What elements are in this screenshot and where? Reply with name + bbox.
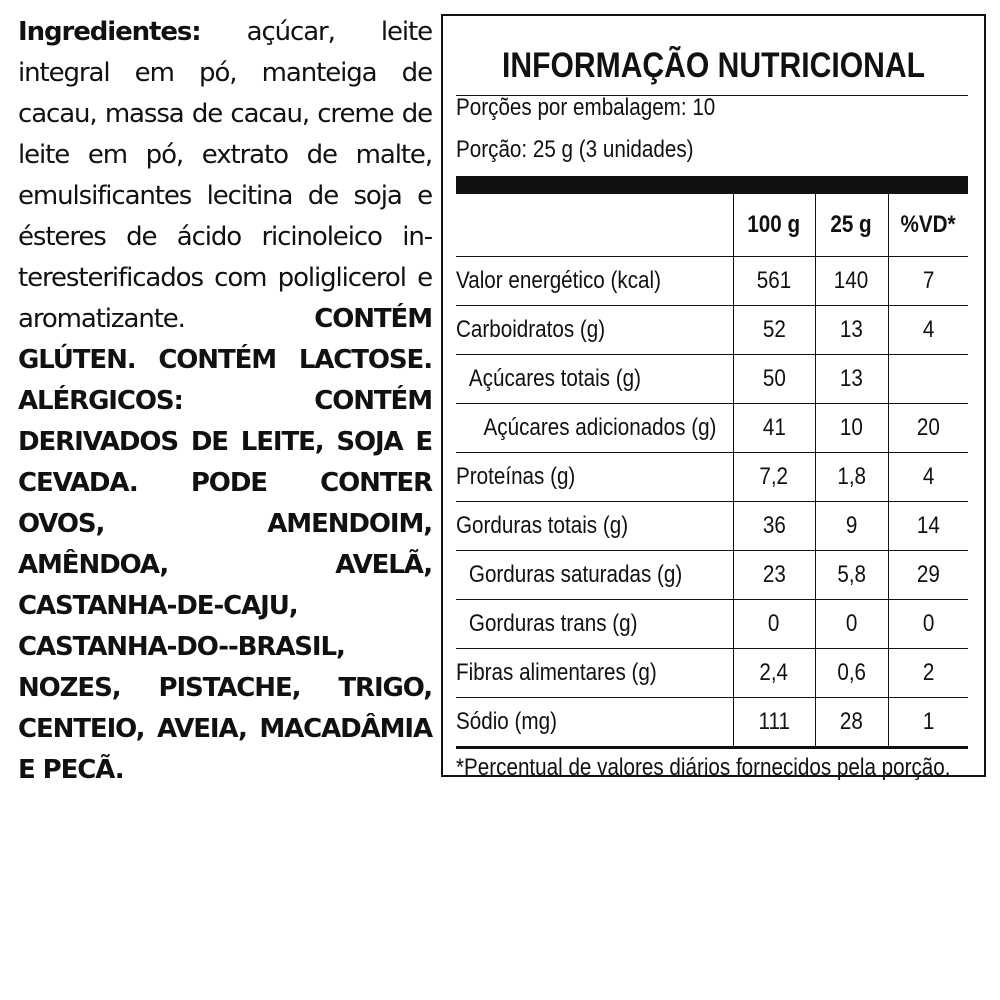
value-100g: 111: [733, 698, 815, 748]
table-row: [456, 698, 968, 748]
table-header-row: [456, 194, 968, 257]
nutrient-name: Proteínas (g): [456, 453, 733, 502]
header-nutrient: [456, 194, 733, 257]
nutrient-name: Açúcares adicionados (g): [456, 404, 733, 453]
value-25g: 140: [815, 257, 888, 306]
table-row: [456, 306, 968, 355]
table-row: [456, 404, 968, 453]
thick-divider: [456, 176, 968, 194]
ingredients-text: [18, 12, 432, 791]
value-vd: 2: [888, 649, 968, 698]
nutrient-name: Carboidratos (g): [456, 306, 733, 355]
table-row: [456, 502, 968, 551]
nutrient-name: Gorduras trans (g): [456, 600, 733, 649]
value-vd: 4: [888, 306, 968, 355]
table-row: [456, 257, 968, 306]
value-25g: 9: [815, 502, 888, 551]
header-vd: %VD*: [888, 194, 968, 257]
allergen-warning: CONTÉM GLÚTEN. CONTÉM LACTOSE. ALÉRGICOS: CONTÉM DERIVADOS DE LEITE, SOJA E CEVADA. PODE CONTER OVOS, AMENDOIM, AMÊNDOA, AVELÃ, CASTANHA-DE-CAJU, CASTANHA-DO--BRASIL, NOZES, PISTACHE, TRIGO, CENTEIO, AVEIA, MACADÂMIA E PECÃ.: [18, 304, 432, 785]
value-100g: 52: [733, 306, 815, 355]
value-vd: 0: [888, 600, 968, 649]
value-vd: 4: [888, 453, 968, 502]
value-25g: 13: [815, 306, 888, 355]
table-row: [456, 551, 968, 600]
nutrient-name: Valor energético (kcal): [456, 257, 733, 306]
table-row: [456, 649, 968, 698]
table-row: [456, 453, 968, 502]
nutrient-name: Sódio (mg): [456, 698, 733, 748]
ingredients-list: açúcar, leite integral em pó, manteiga de cacau, massa de cacau, creme de leite em pó, extrato de malte, emulsificantes lecitina de soja e ésteres de ácido ricinoleico in-teresterificados com poliglicerol e aromatizante.: [18, 17, 432, 334]
value-25g: 0,6: [815, 649, 888, 698]
table-row: [456, 355, 968, 404]
value-vd: 7: [888, 257, 968, 306]
value-vd: [888, 355, 968, 404]
table-row: [456, 600, 968, 649]
value-100g: 41: [733, 404, 815, 453]
header-25g: 25 g: [815, 194, 888, 257]
header-100g: 100 g: [733, 194, 815, 257]
value-100g: 50: [733, 355, 815, 404]
value-vd: 29: [888, 551, 968, 600]
value-25g: 0: [815, 600, 888, 649]
nutrition-title: INFORMAÇÃO NUTRICIONAL: [501, 46, 926, 85]
value-25g: 28: [815, 698, 888, 748]
nutrient-name: Açúcares totais (g): [456, 355, 733, 404]
value-100g: 0: [733, 600, 815, 649]
value-25g: 5,8: [815, 551, 888, 600]
value-vd: 20: [888, 404, 968, 453]
value-100g: 23: [733, 551, 815, 600]
portion-size: Porção: 25 g (3 unidades): [456, 136, 694, 163]
value-100g: 36: [733, 502, 815, 551]
nutrient-name: Fibras alimentares (g): [456, 649, 733, 698]
value-25g: 10: [815, 404, 888, 453]
footnote: *Percentual de valores diários fornecidos pela porção.: [456, 754, 951, 781]
ingredients-label: Ingredientes:: [18, 17, 201, 47]
portions-per-package: Porções por embalagem: 10: [456, 94, 716, 121]
nutrition-table: [456, 194, 968, 749]
nutrient-name: Gorduras totais (g): [456, 502, 733, 551]
value-vd: 1: [888, 698, 968, 748]
value-25g: 13: [815, 355, 888, 404]
value-100g: 2,4: [733, 649, 815, 698]
value-25g: 1,8: [815, 453, 888, 502]
value-100g: 7,2: [733, 453, 815, 502]
nutrient-name: Gorduras saturadas (g): [456, 551, 733, 600]
value-100g: 561: [733, 257, 815, 306]
value-vd: 14: [888, 502, 968, 551]
nutrition-facts-panel: [441, 14, 986, 781]
